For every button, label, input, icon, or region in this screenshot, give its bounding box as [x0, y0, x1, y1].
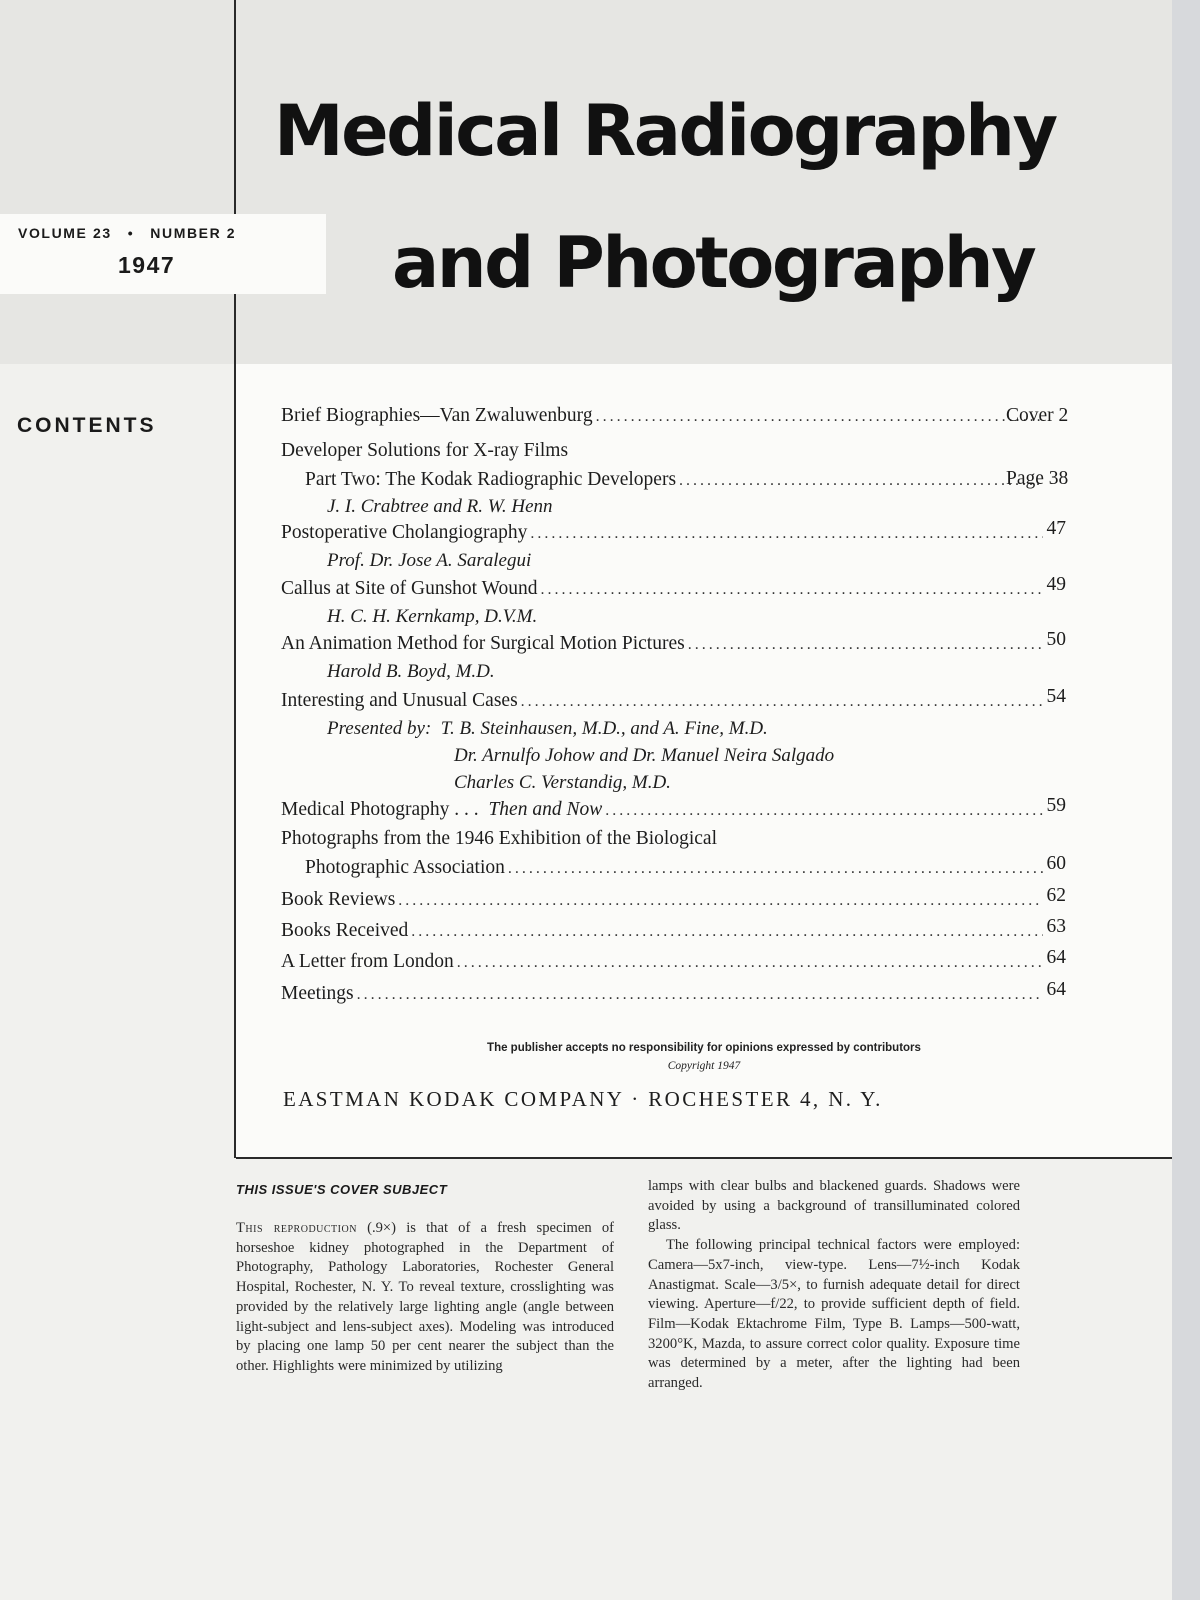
leader-dots: [596, 409, 1043, 425]
cover-subject-column-1: [236, 1219, 614, 1377]
toc-entry: [281, 440, 1069, 517]
journal-title-line1: Medical Radiography: [274, 90, 1056, 172]
toc-page: 62: [1046, 885, 1066, 906]
leader-dots: [398, 893, 1043, 909]
toc-entry: [281, 574, 1066, 627]
toc-author: Charles C. Verstandig, M.D.: [454, 771, 671, 793]
toc-title-continued: Photographic Association: [305, 856, 505, 878]
publisher-line: EASTMAN KODAK COMPANY · ROCHESTER 4, N. Y.: [283, 1087, 883, 1111]
volume-number: VOLUME 23: [18, 225, 112, 241]
toc-page: 60: [1046, 853, 1066, 874]
toc-title: Books Received: [281, 920, 409, 941]
toc-author: Prof. Dr. Jose A. Saralegui: [327, 549, 532, 571]
leader-dots: [679, 473, 1043, 489]
paragraph: (.9×) is that of a fresh specimen of horseshoe kidney photographed in the Department of Photography, Pathology Laboratories, Rochester General Hospital, Rochester, N. Y. To reveal texture, crosslighting was provided by the relatively large lighting angle (angle between light-subject and lens-subject axes). Modeling was introduced by placing one lamp 50 per cent nearer the subject than the other. Highlights were minimized by utilizing: [236, 1220, 614, 1374]
leader-dots: [605, 803, 1043, 819]
toc-title: Meetings: [281, 983, 354, 1004]
toc-author: J. I. Crabtree and R. W. Henn: [327, 496, 553, 517]
toc-author: Harold B. Boyd, M.D.: [327, 660, 495, 682]
toc-page: 49: [1046, 574, 1066, 595]
lead-in: This reproduction: [236, 1220, 357, 1236]
toc-entry: [281, 947, 1066, 972]
table-of-contents: [236, 364, 1172, 1159]
disclaimer: The publisher accepts no responsibility for opinions expressed by contributors: [487, 1042, 921, 1054]
contents-heading: CONTENTS: [17, 414, 157, 437]
toc-page: 64: [1046, 979, 1066, 1000]
toc-author: T. B. Steinhausen, M.D., and A. Fine, M.D.: [440, 717, 768, 739]
toc-title: An Animation Method for Surgical Motion Pictures: [281, 633, 685, 654]
toc-entry: [281, 828, 1066, 878]
toc-entry: [281, 686, 1066, 793]
toc-title: Photographs from the 1946 Exhibition of the Biological: [281, 828, 717, 849]
leader-dots: [530, 526, 1043, 542]
toc-title: Interesting and Unusual Cases: [281, 690, 518, 711]
copyright: Copyright 1947: [667, 1060, 741, 1072]
toc-title: Book Reviews: [281, 889, 396, 910]
toc-page: 59: [1046, 795, 1066, 816]
cover-subject-column-2: [648, 1177, 1020, 1394]
volume-label: [0, 214, 326, 294]
toc-presenters: [281, 719, 1046, 792]
toc-page: Page 38: [1006, 468, 1069, 489]
toc-title: Brief Biographies—Van Zwaluwenburg: [281, 405, 593, 426]
toc-entry: [281, 885, 1066, 910]
leader-dots: [521, 694, 1043, 710]
toc-title: A Letter from London: [281, 951, 454, 972]
presented-by-label: Presented by:: [327, 717, 432, 739]
toc-subtitle: Part Two: The Kodak Radiographic Developers: [305, 468, 677, 490]
toc-title: Callus at Site of Gunshot Wound: [281, 578, 538, 599]
leader-dots: [357, 987, 1043, 1003]
toc-entry: [281, 979, 1066, 1004]
volume-separator: •: [127, 225, 135, 241]
toc-entry: [281, 795, 1066, 820]
toc-title-italic: Then and Now: [488, 799, 603, 820]
toc-title: Developer Solutions for X-ray Films: [281, 440, 569, 461]
toc-entry: [281, 405, 1069, 426]
toc-title: Medical Photography . . .: [281, 799, 479, 820]
toc-page: 64: [1046, 947, 1066, 968]
toc-page: 63: [1046, 916, 1066, 937]
issue-number: NUMBER 2: [150, 225, 237, 241]
leader-dots: [540, 582, 1043, 598]
toc-author: Dr. Arnulfo Johow and Dr. Manuel Neira Salgado: [454, 744, 835, 766]
toc-entry: [281, 916, 1066, 941]
leader-dots: [688, 637, 1043, 653]
toc-title: Postoperative Cholangiography: [281, 522, 528, 543]
paragraph: The following principal technical factors were employed: Camera—5x7-inch, view-type. Lens—7½-inch Kodak Anastigmat. Scale—3/5×, to furnish adequate detail for direct viewing. Aperture—f/22, to provide sufficient depth of field. Film—Kodak Ektachrome Film, Type B. Lamps—500-watt, 3200°K, Mazda, to assure correct color quality. Exposure time was determined by a meter, after the lighting had been arranged.: [648, 1237, 1020, 1392]
toc-page: Cover 2: [1006, 405, 1069, 426]
toc-page: 54: [1046, 686, 1066, 707]
issue-year: 1947: [118, 252, 176, 278]
journal-title-line2: and Photography: [392, 222, 1035, 304]
toc-entry: [281, 518, 1066, 571]
header-band: [0, 0, 1172, 364]
toc-entry: [281, 629, 1066, 682]
leader-dots: [457, 955, 1043, 971]
cover-subject-heading: THIS ISSUE'S COVER SUBJECT: [236, 1182, 448, 1197]
toc-page: 50: [1046, 629, 1066, 650]
paragraph: lamps with clear bulbs and blackened guards. Shadows were avoided by using a background of transilluminated colored glass.: [648, 1178, 1020, 1234]
page-edge: [1172, 0, 1200, 1600]
leader-dots: [508, 861, 1043, 877]
toc-author: H. C. H. Kernkamp, D.V.M.: [327, 605, 538, 627]
leader-dots: [411, 924, 1043, 940]
toc-page: 47: [1046, 518, 1066, 539]
